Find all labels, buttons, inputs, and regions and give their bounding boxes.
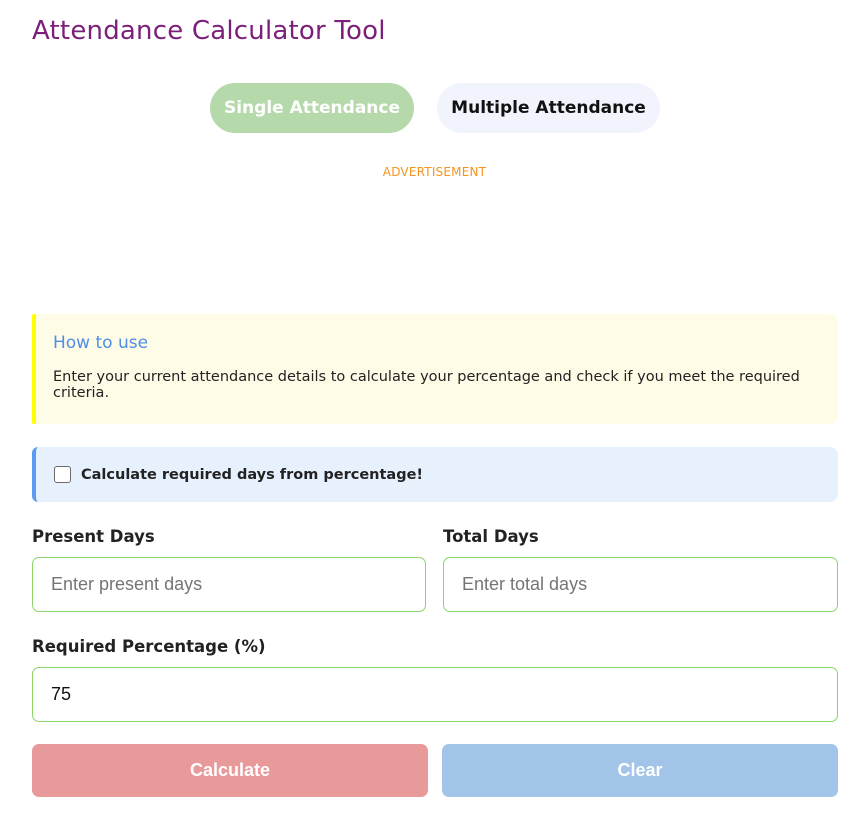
total-days-label: Total Days — [443, 527, 539, 546]
clear-button[interactable]: Clear — [442, 744, 838, 797]
percentage-mode-label: Calculate required days from percentage! — [81, 466, 424, 483]
tab-single-attendance[interactable]: Single Attendance — [210, 83, 414, 133]
required-percentage-input[interactable] — [32, 667, 838, 722]
present-days-placeholder: Enter present days — [51, 574, 203, 594]
total-days-placeholder: Enter total days — [462, 574, 588, 594]
page-title: Attendance Calculator Tool — [32, 16, 386, 46]
percentage-mode-toggle[interactable] — [32, 447, 838, 502]
how-to-use-heading: How to use — [53, 333, 149, 353]
tab-multiple-attendance[interactable]: Multiple Attendance — [437, 83, 660, 133]
required-percentage-value: 75 — [51, 684, 72, 704]
how-to-use-text: Enter your current attendance details to calculate your percentage and check if you meet the required criteria. — [53, 369, 800, 401]
required-percentage-label: Required Percentage (%) — [32, 637, 266, 656]
present-days-input[interactable] — [32, 557, 426, 612]
how-to-use-panel — [32, 314, 838, 424]
percentage-mode-checkbox[interactable] — [54, 466, 71, 483]
present-days-label: Present Days — [32, 527, 155, 546]
total-days-input[interactable] — [443, 557, 838, 612]
advertisement-label: ADVERTISEMENT — [382, 165, 487, 179]
calculate-button[interactable]: Calculate — [32, 744, 428, 797]
